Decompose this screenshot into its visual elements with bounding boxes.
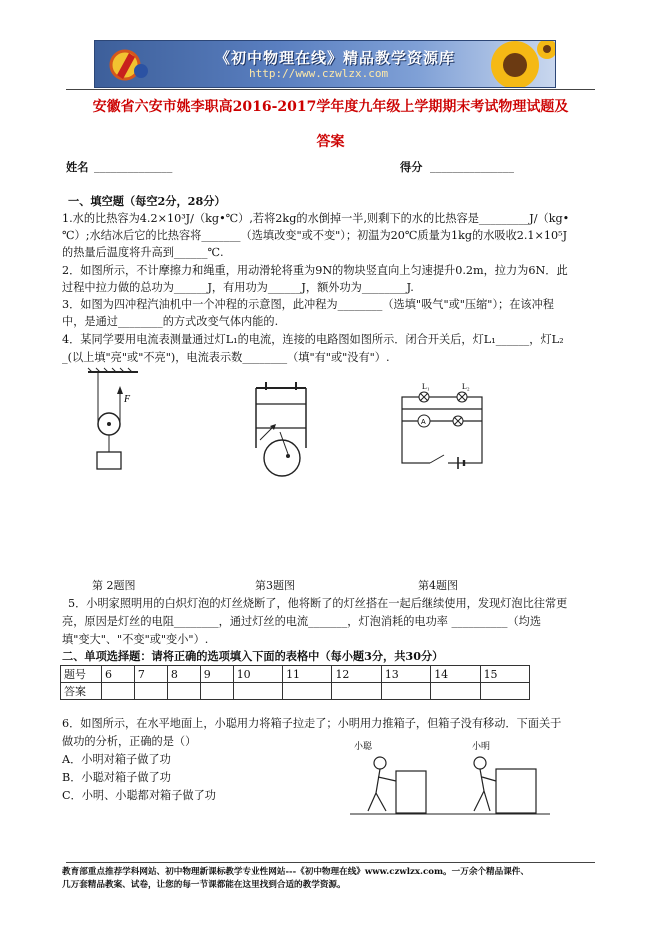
q5-line2: 亮，原因是灯丝的电阻________，通过灯丝的电流_______，灯泡消耗的电功率 __________（均选: [62, 615, 542, 628]
answer-cell[interactable]: [200, 683, 233, 700]
answer-table: [60, 665, 530, 700]
score-label: 得分: [400, 160, 423, 174]
answer-table-number-row: [61, 666, 530, 683]
header-divider: [66, 89, 595, 90]
engine-cylinder-figure: [250, 382, 312, 482]
answer-cell[interactable]: [480, 683, 529, 700]
lamp-l2-label: L₂: [462, 382, 470, 391]
question-number: 13: [381, 666, 430, 683]
q4-line2: _(以上填"亮"或"不亮")，电流表示数________（填"有"或"没有"）.: [62, 351, 390, 364]
answer-cell[interactable]: [102, 683, 135, 700]
name-field[interactable]: ______________: [94, 160, 173, 173]
row-label-answer: 答案: [61, 683, 102, 700]
fig4-caption: 第4题图: [418, 579, 458, 592]
banner-url[interactable]: http://www.czwlzx.com: [249, 67, 389, 80]
footer-divider: [66, 862, 595, 863]
q3-line1: 3．如图为四冲程汽油机中一个冲程的示意图，此冲程为________（选填"吸气"或"压缩"）；在该冲程: [62, 298, 554, 311]
q4-line1: 4．某同学要用电流表测量通过灯L₁的电流，连接的电路图如图所示．闭合开关后，灯L₁______，灯L₂: [62, 333, 564, 346]
q5-line1: 5．小明家照明用的白炽灯泡的灯丝烧断了，他将断了的灯丝搭在一起后继续使用，发现灯泡比往常更: [68, 597, 568, 610]
fig2-caption: 第 2题图: [92, 579, 136, 592]
answer-cell[interactable]: [431, 683, 480, 700]
box-2-icon: [496, 769, 536, 813]
sunflower-icon: [475, 40, 555, 88]
q3-line2: 中，是通过________的方式改变气体内能的.: [62, 315, 279, 328]
q6-option-a[interactable]: A．小明对箱子做了功: [62, 753, 171, 766]
q6-line2: 做功的分析，正确的是（）: [62, 735, 197, 748]
lamp-l1-label: L₁: [422, 382, 430, 391]
answer-cell[interactable]: [381, 683, 430, 700]
answer-table-answer-row: [61, 683, 530, 700]
footer-line2: 几万套精品教案、试卷，让您的每一节课都能在这里找到合适的教学资源。: [62, 880, 346, 890]
fig3-caption: 第3题图: [255, 579, 295, 592]
answer-cell[interactable]: [134, 683, 167, 700]
figure-label-xiaocong: 小聪: [354, 742, 373, 752]
person-pulling-icon: [368, 757, 396, 811]
q6-option-c[interactable]: C．小明、小聪都对箱子做了功: [62, 789, 216, 802]
ammeter-label: A: [421, 419, 426, 426]
section1-heading: 一、填空题（每空2分，28分）: [68, 194, 226, 208]
footer-line1: 教育部重点推荐学科网站、初中物理新课标教学专业性网站---《初中物理在线》www.czwlzx.com。一万余个精品课件、: [62, 867, 529, 877]
question-number: 14: [431, 666, 480, 683]
q5-line3: 填"变大"、"不变"或"变小"）.: [62, 633, 209, 646]
q2-line1: 2．如图所示，不计摩擦力和绳重，用动滑轮将重为9N的物块竖直向上匀速提升0.2m，拉力为6N．此: [62, 264, 568, 277]
q2-line2: 过程中拉力做的总功为______J，有用功为______J，额外功为________J.: [62, 281, 414, 294]
answer-cell[interactable]: [233, 683, 282, 700]
q1-line3: 的热量后温度将升高到______℃.: [62, 246, 224, 259]
question-number: 6: [102, 666, 135, 683]
section2-heading: 二、单项选择题：请将正确的选项填入下面的表格中（每小题3分，共30分）: [62, 649, 444, 663]
answer-cell[interactable]: [283, 683, 332, 700]
q1-line2: ℃）;水结冰后它的比热容将_______（选填改变"或不变"）；初温为20℃质量为1kg的水吸收2.1×10⁵J: [62, 229, 568, 242]
answer-cell[interactable]: [167, 683, 200, 700]
circuit-figure: [396, 379, 492, 469]
figure-label-xiaoming: 小明: [472, 742, 491, 752]
question-number: 8: [167, 666, 200, 683]
question-number: 15: [480, 666, 529, 683]
question-number: 11: [283, 666, 332, 683]
name-label: 姓名: [66, 160, 89, 174]
pulley-figure: [88, 368, 148, 476]
boxes-figure: [350, 737, 550, 829]
question-number: 9: [200, 666, 233, 683]
answer-cell[interactable]: [332, 683, 381, 700]
box-1-icon: [396, 771, 426, 813]
row-label-number: 题号: [61, 666, 102, 683]
q6-line1: 6．如图所示，在水平地面上，小聪用力将箱子拉走了；小明用力推箱子，但箱子没有移动．下面关于: [62, 717, 562, 730]
score-field[interactable]: _______________: [430, 160, 514, 173]
document-title-line1: 安徽省六安市姚李职高2016-2017学年度九年级上学期期末考试物理试题及: [92, 99, 569, 115]
banner-title: 《初中物理在线》精品教学资源库: [215, 49, 456, 67]
q6-option-b[interactable]: B．小聪对箱子做了功: [62, 771, 171, 784]
site-logo-icon: [109, 45, 155, 83]
question-number: 12: [332, 666, 381, 683]
person-pushing-icon: [474, 757, 496, 811]
question-number: 10: [233, 666, 282, 683]
document-title-line2: 答案: [316, 134, 345, 150]
force-label: F: [124, 394, 131, 405]
q1-line1: 1.水的比热容为4.2×10³J/（kg•℃）,若将2kg的水倒掉一半,则剩下的水的比热容是_________J/（kg•: [62, 212, 570, 225]
header-banner: [94, 40, 556, 88]
question-number: 7: [134, 666, 167, 683]
